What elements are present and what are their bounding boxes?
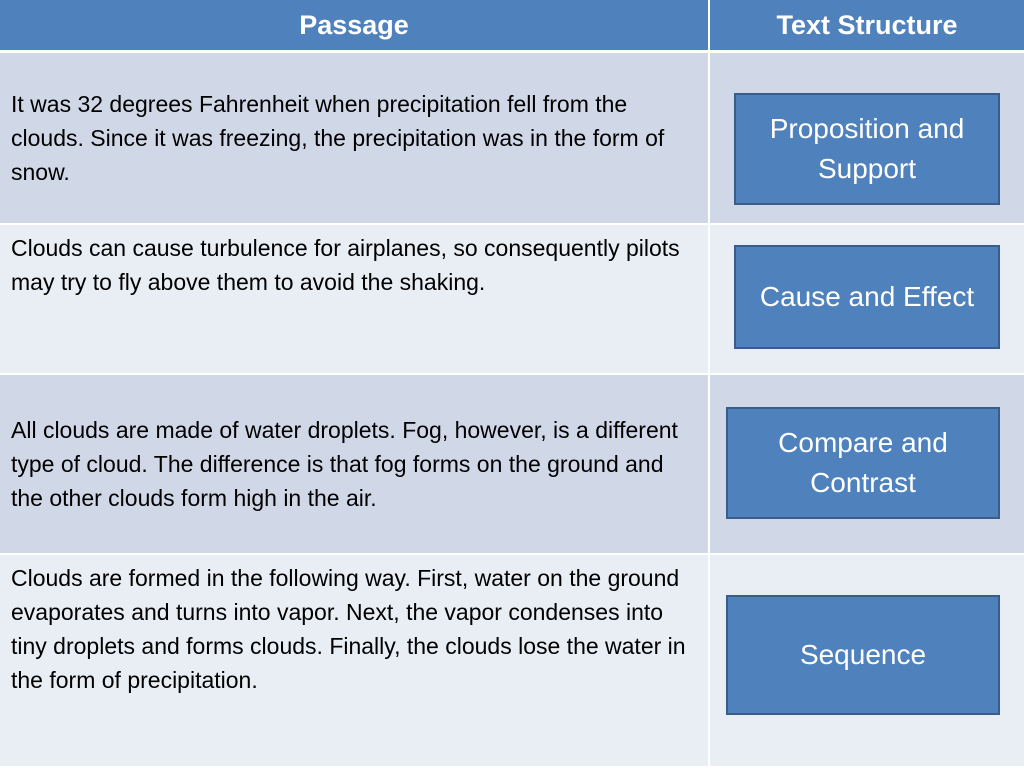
passage-text: All clouds are made of water droplets. Fog, however, is a different type of cloud. The difference is that fog forms on the ground and the other clouds form high in the air. (11, 416, 678, 511)
structure-option-proposition-and-support[interactable]: Proposition and Support (734, 93, 1000, 205)
structure-option-sequence[interactable]: Sequence (726, 595, 1000, 715)
passage-cell (0, 224, 709, 374)
passage-cell (0, 554, 709, 767)
passage-text: It was 32 degrees Fahrenheit when precipitation fell from the clouds. Since it was freezing, the precipitation was in the form of snow. (11, 90, 665, 185)
structure-cell (709, 224, 1024, 374)
structure-cell (709, 374, 1024, 554)
passage-text: Clouds can cause turbulence for airplanes, so consequently pilots may try to fly above them to avoid the shaking. (11, 234, 680, 295)
structure-option-cause-and-effect[interactable]: Cause and Effect (734, 245, 1000, 349)
passage-column-header: Passage (0, 0, 709, 52)
structure-cell (709, 52, 1024, 224)
table-row (0, 224, 1024, 374)
table-header-row (0, 0, 1024, 52)
text-structure-column-header: Text Structure (709, 0, 1024, 52)
structure-option-compare-and-contrast[interactable]: Compare and Contrast (726, 407, 1000, 519)
passage-cell (0, 52, 709, 224)
structure-cell (709, 554, 1024, 767)
passage-text: Clouds are formed in the following way. First, water on the ground evaporates and turns into vapor. Next, the vapor condenses into tiny droplets and forms clouds. Finally, the clouds lose the water in the form of precipitation. (11, 564, 686, 693)
table-row (0, 52, 1024, 224)
passage-cell (0, 374, 709, 554)
table-row (0, 374, 1024, 554)
table-row (0, 554, 1024, 767)
